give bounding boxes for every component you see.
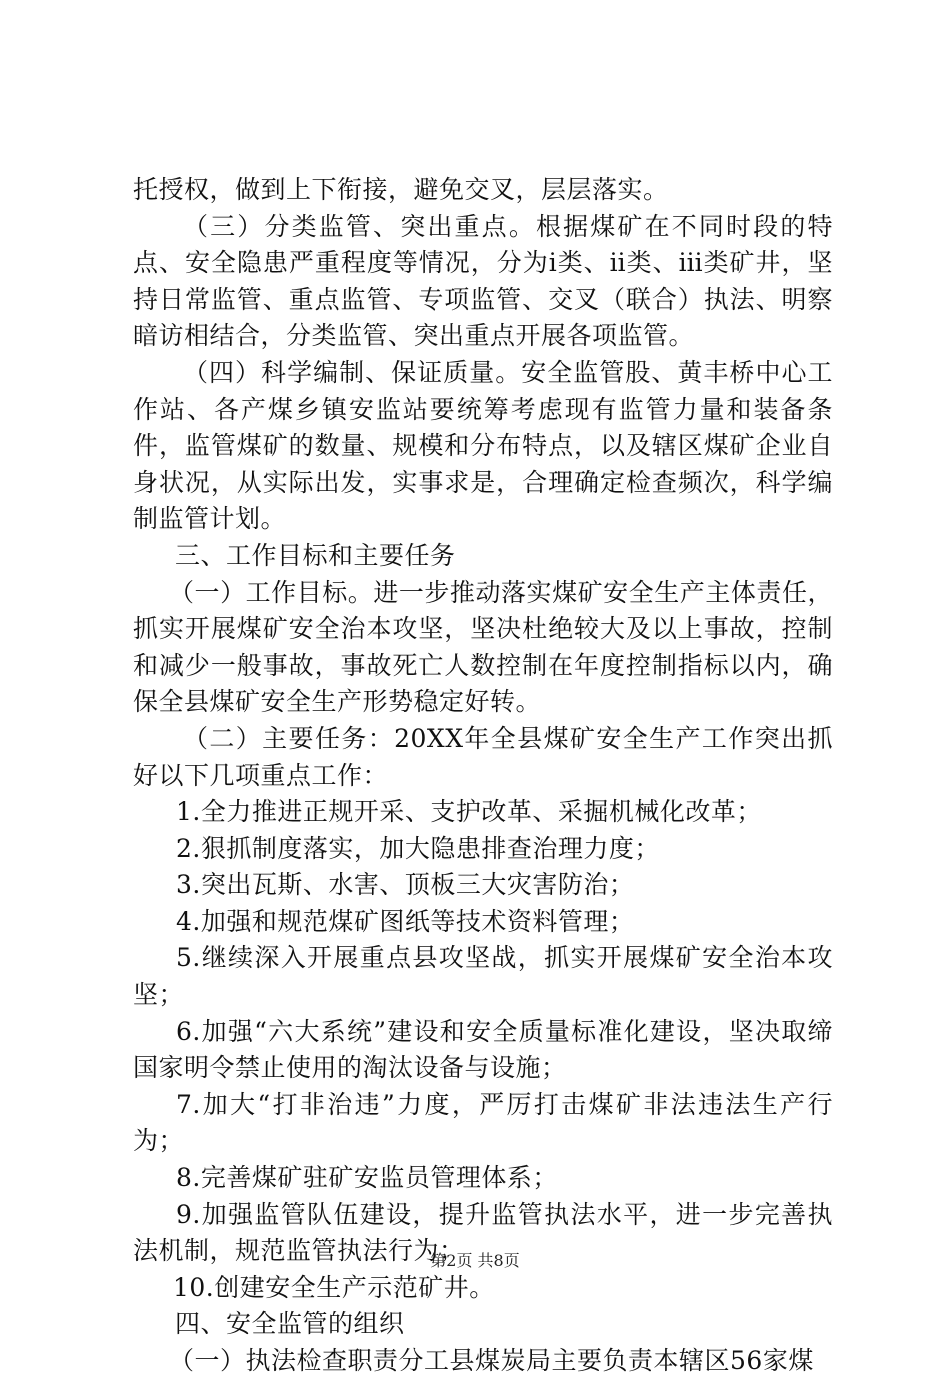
list-item-3: 3.突出瓦斯、水害、顶板三大灾害防治； (176, 870, 635, 900)
paragraph-continuation: 托授权，做到上下衔接，避免交叉，层层落实。 (133, 175, 669, 204)
page-footer (0, 1248, 950, 1271)
list-item-8: 8.完善煤矿驻矿安监员管理体系； (176, 1163, 558, 1193)
heading-supervision-org: 四、安全监管的组织 (175, 1309, 405, 1339)
list-item-5: 5.继续深入开展重点县攻坚战，抓实开展煤矿安全治本攻坚； (133, 943, 833, 1010)
list-item-4: 4.加强和规范煤矿图纸等技术资料管理； (176, 906, 635, 936)
paragraph-section-3: （三）分类监管、突出重点。根据煤矿在不同时段的特点、安全隐患严重程度等情况，分为ⅰ类、ⅱ类、ⅲ类矿井，坚持日常监管、重点监管、专项监管、交叉（联合）执法、明察暗访相结合，分类监管、突出重点开展各项监管。 (133, 211, 833, 351)
list-item-6: 6.加强“六大系统”建设和安全质量标准化建设，坚决取缔国家明令禁止使用的淘汰设备与设施； (133, 1016, 833, 1083)
paragraph-goals: （一）工作目标。进一步推动落实煤矿安全生产主体责任，抓实开展煤矿安全治本攻坚，坚决杜绝较大及以上事故，控制和减少一般事故，事故死亡人数控制在年度控制指标以内，确保全县煤矿安全生产形势稳定好转。 (133, 577, 833, 717)
list-item-7: 7.加大“打非治违”力度，严厉打击煤矿非法违法生产行为； (133, 1089, 833, 1156)
paragraph-section-4: （四）科学编制、保证质量。安全监管股、黄丰桥中心工作站、各产煤乡镇安监站要统筹考虑现有监管力量和装备条件，监管煤矿的数量、规模和分布特点，以及辖区煤矿企业自身状况，从实际出发，实事求是，合理确定检查频次，科学编制监管计划。 (133, 357, 833, 534)
paragraph-enforcement: （一）执法检查职责分工县煤炭局主要负责本辖区56家煤 (169, 1346, 814, 1375)
page-indicator: 第2页 共8页 (430, 1251, 520, 1270)
list-item-10: 10.创建安全生产示范矿井。 (173, 1272, 495, 1302)
list-item-9: 9.加强监管队伍建设，提升监管执法水平，进一步完善执法机制，规范监管执法行为； (133, 1199, 833, 1266)
paragraph-main-tasks: （二）主要任务：20XX年全县煤矿安全生产工作突出抓好以下几项重点工作： (133, 723, 833, 790)
list-item-2: 2.狠抓制度落实，加大隐患排查治理力度； (176, 833, 660, 863)
heading-work-goals: 三、工作目标和主要任务 (175, 540, 456, 570)
document-body (133, 172, 833, 1380)
list-item-1: 1.全力推进正规开采、支护改革、采掘机械化改革； (176, 797, 762, 827)
